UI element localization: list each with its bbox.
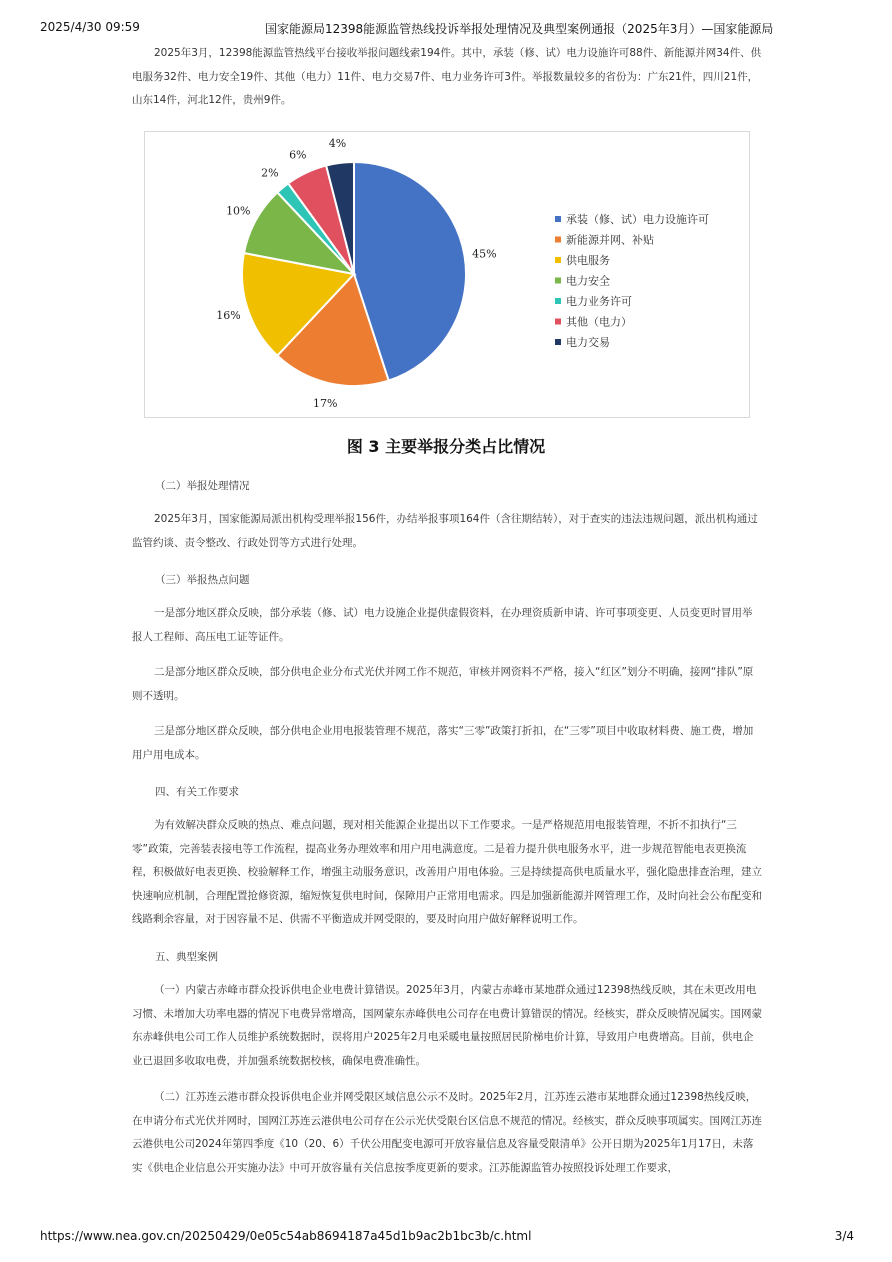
pie-data-label-6: 4% bbox=[328, 137, 347, 150]
legend-swatch-2 bbox=[555, 257, 561, 263]
pie-data-label-0: 45% bbox=[472, 247, 497, 261]
pie-data-label-5: 6% bbox=[289, 148, 307, 162]
pie-chart bbox=[145, 132, 749, 417]
legend-label-4: 电力业务许可 bbox=[566, 295, 632, 308]
hot-issue-paragraph-2: 二是部分地区群众反映，部分供电企业分布式光伏并网工作不规范，审核并网资料不严格，接入“红区”划分不明确，接网“排队”原则不透明。 bbox=[132, 666, 754, 702]
legend-label-6: 电力交易 bbox=[566, 336, 610, 349]
requirements-paragraph: 为有效解决群众反映的热点、难点问题，现对相关能源企业提出以下工作要求。一是严格规范用电报装管理，不折不扣执行“三零”政策，完善装表接电等工作流程，提高业务办理效率和用户用电满意度。二是着力提升供电服务水平，进一步规范智能电表更换流程，积极做好电表更换、校验解释工作，增强主动服务意识，改善用户用电体验。三是持续提高供电质量水平，强化隐患排查治理，建立快速响应机制，合理配置抢修资源，缩短恢复供电时间，保障用户正常用电需求。四是加强新能源并网管理工作，及时向社会公布配变和线路剩余容量，对于因容量不足、供需不平衡造成并网受限的，要及时向用户做好解释说明工作。 bbox=[132, 819, 762, 925]
hot-issue-paragraph-1: 一是部分地区群众反映，部分承装（修、试）电力设施企业提供虚假资料，在办理资质新申请、许可事项变更、人员变更时冒用举报人工程师、高压电工证等证件。 bbox=[132, 607, 753, 643]
legend-swatch-4 bbox=[555, 298, 561, 304]
print-page-title: 国家能源局12398能源监管热线投诉举报处理情况及典型案例通报（2025年3月）—国家能源局 bbox=[265, 22, 774, 36]
pie-data-label-3: 10% bbox=[226, 204, 251, 218]
legend-swatch-1 bbox=[555, 237, 561, 243]
section-heading-requirements: 四、有关工作要求 bbox=[155, 786, 239, 798]
case-paragraph-1: （一）内蒙古赤峰市群众投诉供电企业电费计算错误。2025年3月，内蒙古赤峰市某地群众通过12398热线反映，其在未更改用电习惯、未增加大功率电器的情况下电费异常增高，国网蒙东赤峰供电公司存在电费计算错误的情况。经核实，群众反映情况属实。国网蒙东赤峰供电公司工作人员维护系统数据时，误将用户2025年2月电采暖电量按照居民阶梯电价计算，导致用户电费增高。目前，供电企业已退回多收取电费，并加强系统数据校核，确保电费准确性。 bbox=[132, 984, 762, 1067]
section-heading-hot-issues: （三）举报热点问题 bbox=[155, 574, 250, 586]
print-datetime: 2025/4/30 09:59 bbox=[40, 20, 140, 34]
pie-data-label-2: 16% bbox=[216, 308, 241, 322]
section-heading-handling: （二）举报处理情况 bbox=[155, 480, 250, 492]
hot-issue-paragraph-3: 三是部分地区群众反映，部分供电企业用电报装管理不规范，落实“三零”政策打折扣，在“三零”项目中收取材料费、施工费，增加用户用电成本。 bbox=[132, 725, 754, 761]
legend-swatch-0 bbox=[555, 216, 561, 222]
legend-label-2: 供电服务 bbox=[566, 254, 610, 267]
handling-paragraph: 2025年3月，国家能源局派出机构受理举报156件，办结举报事项164件（含往期结转），对于查实的违法违规问题，派出机构通过监管约谈、责令整改、行政处罚等方式进行处理。 bbox=[132, 513, 758, 549]
figure-caption: 图 3 主要举报分类占比情况 bbox=[346, 437, 546, 456]
legend-label-0: 承装（修、试）电力设施许可 bbox=[566, 213, 709, 226]
legend-label-1: 新能源并网、补贴 bbox=[566, 233, 654, 247]
print-page-number: 3/4 bbox=[834, 1229, 854, 1243]
intro-paragraph: 2025年3月，12398能源监管热线平台接收举报问题线索194件。其中，承装（修、试）电力设施许可88件、新能源并网34件、供电服务32件、电力安全19件、其他（电力）11件、电力交易7件、电力业务许可3件。举报数量较多的省份为：广东21件，四川21件，山东14件，河北12件，贵州9件。 bbox=[132, 47, 762, 106]
legend-label-3: 电力安全 bbox=[566, 274, 610, 288]
section-heading-cases: 五、典型案例 bbox=[155, 951, 218, 963]
legend-swatch-5 bbox=[555, 319, 561, 325]
pie-data-label-1: 17% bbox=[312, 396, 338, 410]
legend-label-5: 其他（电力） bbox=[566, 315, 632, 329]
print-page-url: https://www.nea.gov.cn/20250429/0e05c54ab8694187a45d1b9ac2b1bc3b/c.html bbox=[40, 1229, 532, 1243]
pie-chart-frame bbox=[144, 131, 750, 418]
legend-swatch-3 bbox=[555, 278, 561, 284]
case-paragraph-2: （二）江苏连云港市群众投诉供电企业并网受限区域信息公示不及时。2025年2月，江苏连云港市某地群众通过12398热线反映，在申请分布式光伏并网时，国网江苏连云港供电公司存在公示光伏受限台区信息不规范的情况。经核实，群众反映事项属实。国网江苏连云港供电公司2024年第四季度《10（20、6）千伏公用配变电源可开放容量信息及容量受限清单》公开日期为2025年1月17日，未落实《供电企业信息公开实施办法》中可开放容量有关信息按季度更新的要求。江苏能源监管办按照投诉处理工作要求， bbox=[132, 1091, 762, 1174]
legend-swatch-6 bbox=[555, 339, 561, 345]
pie-data-label-4: 2% bbox=[261, 166, 279, 180]
